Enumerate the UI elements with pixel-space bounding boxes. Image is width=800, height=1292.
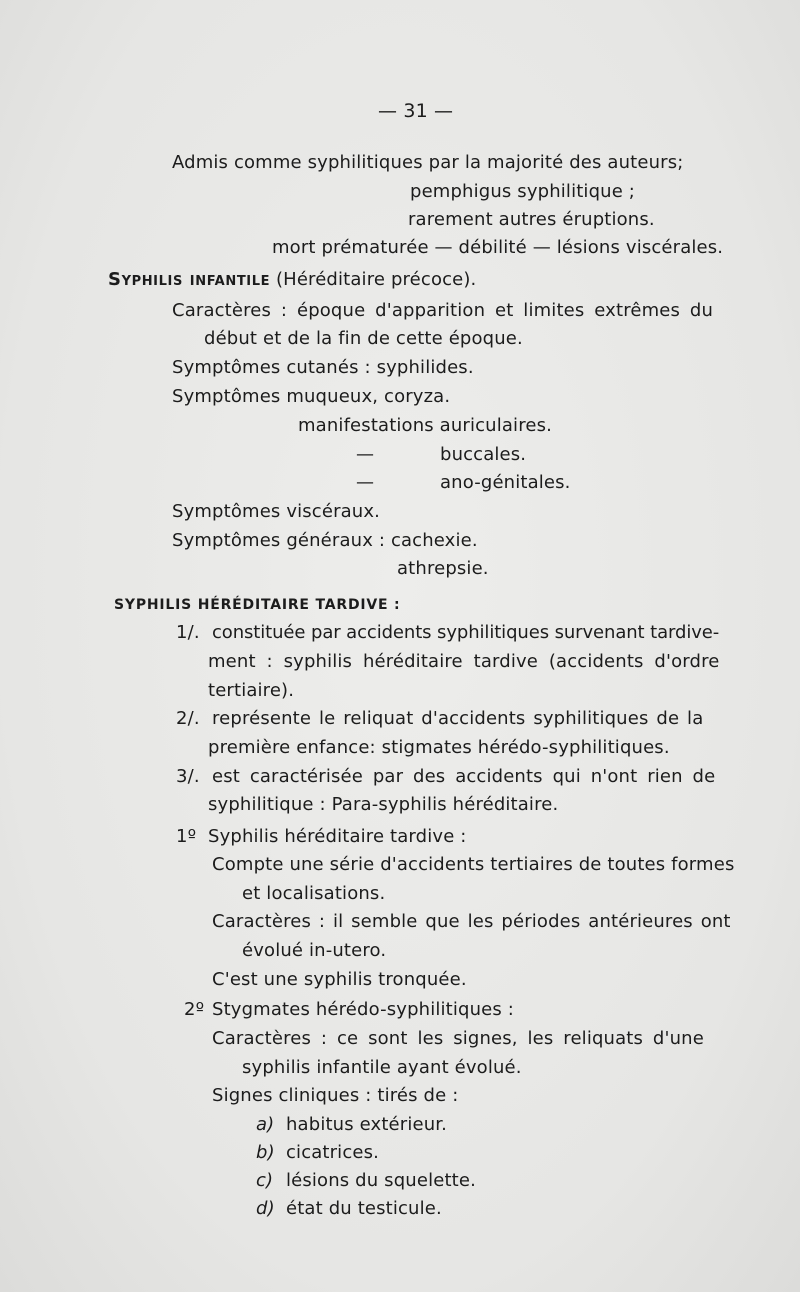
text-line-4: mort prématurée — débilité — lésions viscérales. (272, 237, 724, 258)
letter-a: a) (256, 1114, 275, 1135)
text-line-27: Caractères : il semble que les périodes antérieures ont (212, 911, 731, 932)
text-line-37: état du testicule. (286, 1198, 442, 1219)
list-number-3: 3/. (176, 766, 200, 787)
section-heading-tardive: SYPHILIS HÉRÉDITAIRE TARDIVE : (114, 597, 401, 613)
text-line-14: Symptômes généraux : cachexie. (172, 530, 478, 551)
list-number-1: 1/. (176, 622, 200, 643)
list-number-1o: 1º (176, 826, 197, 847)
text-line-32: syphilis infantile ayant évolué. (242, 1057, 522, 1078)
subheading-stygmates: Stygmates hérédo-syphilitiques : (212, 999, 514, 1020)
text-line-21: première enfance: stigmates hérédo-syphilitiques. (208, 737, 670, 758)
section-heading-infantile (108, 268, 476, 292)
text-line-8: Symptômes cutanés : syphilides. (172, 357, 474, 378)
text-line-34: habitus extérieur. (286, 1114, 448, 1135)
dash-mark-11: — (356, 444, 375, 465)
letter-b: b) (256, 1142, 275, 1163)
text-line-29: C'est une syphilis tronquée. (212, 969, 467, 990)
text-line-12: ano-génitales. (440, 472, 571, 493)
text-line-1: Admis comme syphilitiques par la majorité des auteurs; (172, 152, 684, 173)
letter-d: d) (256, 1198, 275, 1219)
text-line-3: rarement autres éruptions. (408, 209, 655, 230)
small-caps-heading: Syphilis infantile (108, 269, 271, 290)
text-line-23: syphilitique : Para-syphilis héréditaire. (208, 794, 559, 815)
text-line-17: constituée par accidents syphilitiques survenant tardive- (212, 622, 720, 643)
text-line-11: buccales. (440, 444, 527, 465)
text-line-7: début et de la fin de cette époque. (204, 328, 523, 349)
text-line-36: lésions du squelette. (286, 1170, 476, 1191)
text-line-9: Symptômes muqueux, coryza. (172, 386, 451, 407)
list-number-2o: 2º (184, 999, 205, 1020)
text-line-10: manifestations auriculaires. (298, 415, 552, 436)
text-line-20: représente le reliquat d'accidents syphilitiques de la (212, 708, 704, 729)
list-number-2: 2/. (176, 708, 200, 729)
heading-rest: (Héréditaire précoce). (275, 269, 477, 290)
text-line-19: tertiaire). (208, 680, 295, 701)
text-line-15: athrepsie. (397, 558, 489, 579)
text-line-25: Compte une série d'accidents tertiaires de toutes formes (212, 854, 735, 875)
text-line-22: est caractérisée par des accidents qui n'ont rien de (212, 766, 716, 787)
text-line-31: Caractères : ce sont les signes, les reliquats d'une (212, 1028, 704, 1049)
dash-mark-12: — (356, 472, 375, 493)
text-line-26: et localisations. (242, 883, 386, 904)
text-line-28: évolué in-utero. (242, 940, 387, 961)
letter-c: c) (256, 1170, 274, 1191)
text-line-33: Signes cliniques : tirés de : (212, 1085, 459, 1106)
text-line-13: Symptômes viscéraux. (172, 501, 381, 522)
subheading-tardive: Syphilis héréditaire tardive : (208, 826, 467, 847)
text-line-18: ment : syphilis héréditaire tardive (accidents d'ordre (208, 651, 720, 672)
text-line-6: Caractères : époque d'apparition et limites extrêmes du (172, 300, 714, 321)
text-line-35: cicatrices. (286, 1142, 380, 1163)
text-line-2: pemphigus syphilitique ; (410, 181, 636, 202)
page-number: — 31 — (378, 100, 454, 122)
